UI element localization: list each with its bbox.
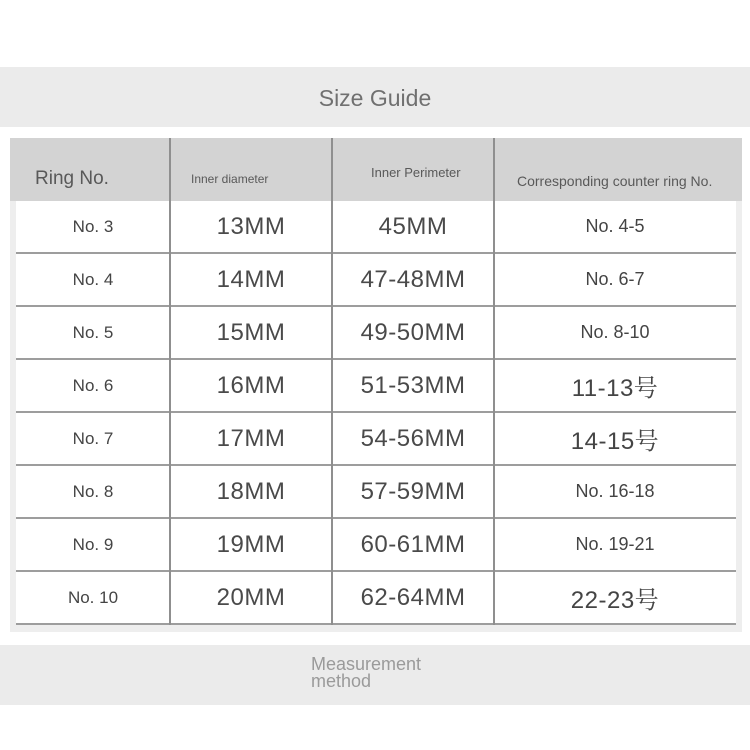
table-row xyxy=(16,307,736,360)
table-row xyxy=(16,201,736,254)
header-inner-perimeter: Inner Perimeter xyxy=(371,165,461,180)
inner-perimeter-cell: 47-48MM xyxy=(360,265,466,293)
inner-diameter-cell: 16MM xyxy=(216,371,286,399)
measurement-method-label: Measurement method xyxy=(311,654,422,691)
header-inner-diameter: Inner diameter xyxy=(191,172,269,186)
size-guide-banner xyxy=(0,67,750,127)
counter-ring-cell: 14-15号 xyxy=(570,428,660,455)
ring-no-cell: No. 9 xyxy=(72,534,114,554)
inner-diameter-cell: 14MM xyxy=(216,265,286,293)
table-body xyxy=(16,201,736,625)
inner-diameter-cell: 19MM xyxy=(216,530,286,558)
inner-perimeter-cell: 51-53MM xyxy=(360,371,466,399)
counter-ring-cell: No. 4-5 xyxy=(585,216,645,236)
counter-ring-cell: No. 8-10 xyxy=(580,322,650,342)
page-title: Size Guide xyxy=(318,85,432,111)
table-row xyxy=(16,360,736,413)
header-ring-no: Ring No. xyxy=(35,168,109,189)
size-table xyxy=(10,138,742,632)
ring-no-cell: No. 7 xyxy=(72,428,114,448)
ring-no-cell: No. 4 xyxy=(72,269,114,289)
inner-perimeter-cell: 62-64MM xyxy=(360,583,466,611)
table-header xyxy=(10,138,742,201)
ring-no-cell: No. 5 xyxy=(72,322,114,342)
counter-ring-cell: 11-13号 xyxy=(571,375,659,402)
table-row xyxy=(16,572,736,625)
header-counter-ring-no: Corresponding counter ring No. xyxy=(517,173,713,189)
inner-diameter-cell: 13MM xyxy=(216,212,286,240)
table-row xyxy=(16,466,736,519)
measurement-method-banner xyxy=(0,645,750,705)
counter-ring-cell: No. 19-21 xyxy=(575,534,655,554)
column-divider xyxy=(331,138,333,625)
inner-diameter-cell: 18MM xyxy=(216,477,286,505)
inner-perimeter-cell: 54-56MM xyxy=(360,424,466,452)
inner-perimeter-cell: 45MM xyxy=(378,212,448,240)
column-divider xyxy=(493,138,495,625)
ring-no-cell: No. 6 xyxy=(72,375,114,395)
ring-no-cell: No. 8 xyxy=(72,481,114,501)
counter-ring-cell: No. 16-18 xyxy=(575,481,655,501)
column-divider xyxy=(169,138,171,625)
inner-perimeter-cell: 49-50MM xyxy=(360,318,466,346)
table-row xyxy=(16,413,736,466)
table-row xyxy=(16,254,736,307)
ring-no-cell: No. 3 xyxy=(72,216,114,236)
inner-perimeter-cell: 57-59MM xyxy=(360,477,466,505)
table-row xyxy=(16,519,736,572)
counter-ring-cell: 22-23号 xyxy=(570,587,660,614)
counter-ring-cell: No. 6-7 xyxy=(585,269,645,289)
inner-diameter-cell: 17MM xyxy=(216,424,286,452)
ring-no-cell: No. 10 xyxy=(67,587,119,607)
inner-diameter-cell: 20MM xyxy=(216,583,286,611)
inner-diameter-cell: 15MM xyxy=(216,318,286,346)
inner-perimeter-cell: 60-61MM xyxy=(360,530,466,558)
